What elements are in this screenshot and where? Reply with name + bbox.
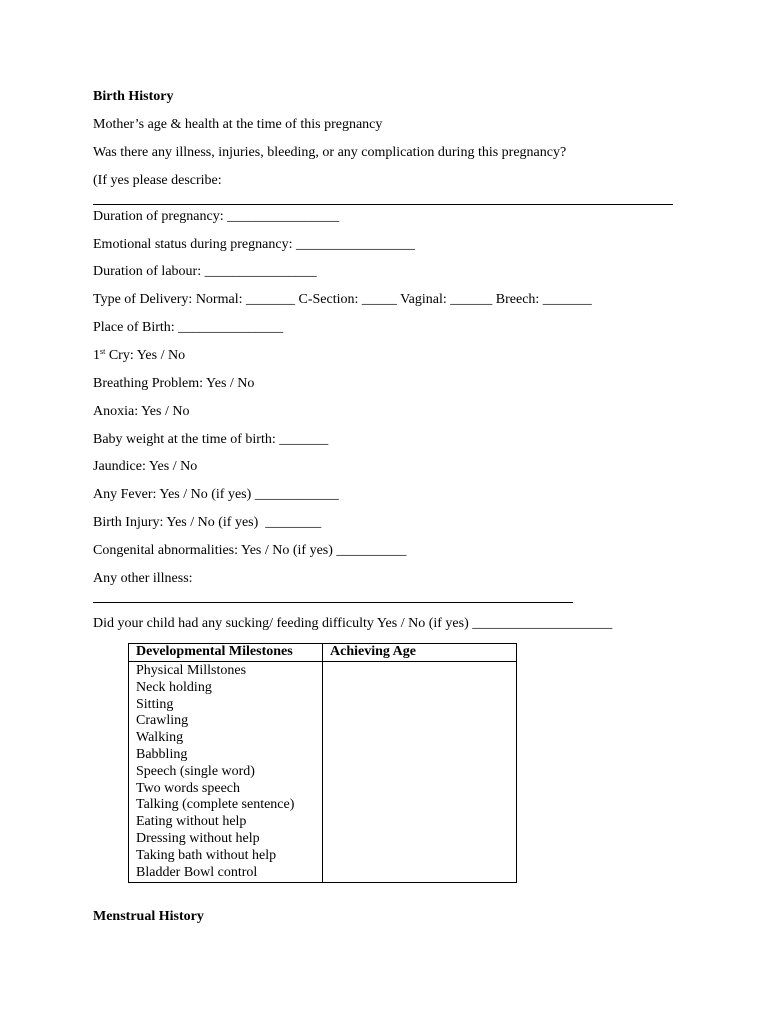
first-cry-number: 1 [93, 348, 100, 363]
milestones-header-cell: Developmental Milestones [129, 644, 323, 662]
any-fever-line: Any Fever: Yes / No (if yes) ____________ [93, 487, 339, 502]
birth-injury-line: Birth Injury: Yes / No (if yes) ________ [93, 515, 322, 530]
place-of-birth-line: Place of Birth: _______________ [93, 320, 284, 335]
list-item: Babbling [136, 746, 188, 762]
other-illness-answer-rule[interactable] [93, 602, 573, 603]
list-item: Physical Millstones [136, 663, 247, 678]
birth-history-heading: Birth History [93, 89, 174, 104]
duration-of-pregnancy-line: Duration of pregnancy: ________________ [93, 209, 340, 224]
sucking-feeding-line: Did your child had any sucking/ feeding difficulty Yes / No (if yes) ____________________ [93, 616, 613, 631]
duration-of-labour-line: Duration of labour: ________________ [93, 264, 317, 279]
first-cry-suffix: st [100, 347, 106, 356]
list-item: Speech (single word) [136, 763, 255, 779]
list-item: Dressing without help [136, 830, 260, 846]
list-item: Taking bath without help [136, 847, 277, 863]
congenital-abnormalities-line: Congenital abnormalities: Yes / No (if yes) __________ [93, 543, 407, 558]
list-item: Talking (complete sentence) [136, 797, 295, 813]
breathing-problem-line: Breathing Problem: Yes / No [93, 376, 255, 391]
emotional-status-line: Emotional status during pregnancy: _________________ [93, 237, 415, 252]
milestones-header-row [129, 644, 517, 662]
first-cry-line [93, 347, 185, 365]
milestones-list-cell [129, 662, 323, 883]
any-other-illness-line: Any other illness: [93, 571, 193, 586]
mothers-age-health-line: Mother’s age & health at the time of this pregnancy [93, 117, 383, 132]
list-item: Eating without help [136, 814, 247, 830]
if-yes-describe-line: (If yes please describe: [93, 173, 222, 188]
jaundice-line: Jaundice: Yes / No [93, 459, 198, 474]
list-item: Bladder Bowl control [136, 864, 258, 880]
list-item: Crawling [136, 713, 189, 729]
type-of-delivery-line: Type of Delivery: Normal: _______ C-Section: _____ Vaginal: ______ Breech: _______ [93, 292, 592, 307]
describe-answer-rule[interactable] [93, 204, 673, 205]
menstrual-history-heading: Menstrual History [93, 909, 204, 924]
list-item: Two words speech [136, 780, 240, 796]
achieving-age-header-cell: Achieving Age [323, 644, 517, 662]
first-cry-rest: Cry: Yes / No [105, 348, 186, 363]
baby-weight-line: Baby weight at the time of birth: _______ [93, 432, 329, 447]
list-item: Sitting [136, 696, 174, 712]
milestones-table [128, 643, 517, 883]
anoxia-line: Anoxia: Yes / No [93, 404, 190, 419]
milestones-body-row [129, 662, 517, 883]
list-item: Neck holding [136, 679, 212, 695]
complication-question-line: Was there any illness, injuries, bleeding, or any complication during this pregnancy? [93, 145, 567, 160]
list-item: Walking [136, 730, 184, 746]
achieving-age-input-cell[interactable] [323, 662, 517, 883]
